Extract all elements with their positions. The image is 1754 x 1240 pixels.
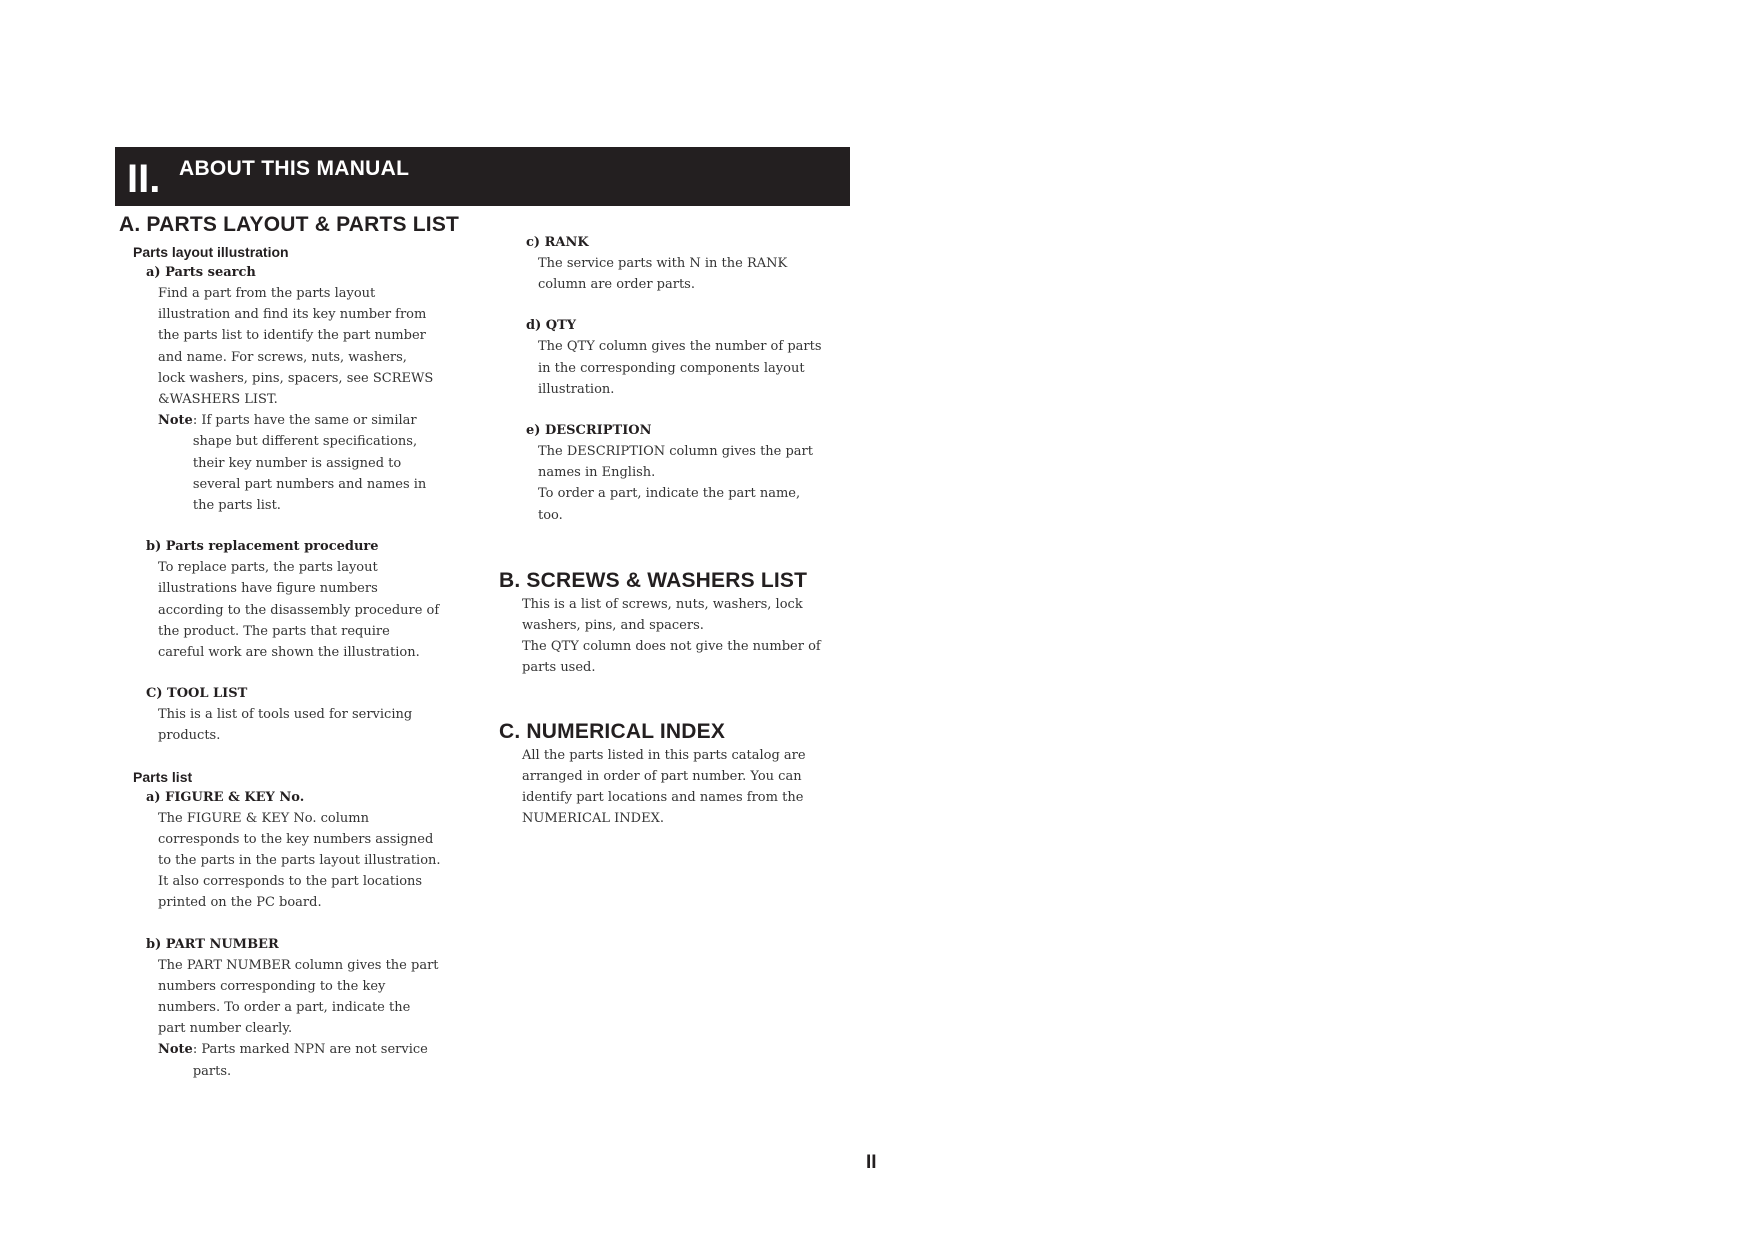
page-number: II [866, 1152, 877, 1173]
note-label: Note [158, 413, 193, 429]
right-column [499, 232, 859, 829]
tool-list-body: This is a list of tools used for servicing products. [158, 707, 413, 744]
figure-key-heading: a) FIGURE & KEY No. [146, 789, 305, 805]
note-body: : If parts have the same or similar shape but different specifications, their key number is assigned to several part numbers and names in the parts list. [192, 413, 427, 514]
parts-search-note [158, 410, 479, 516]
chapter-title: ABOUT THIS MANUAL [179, 157, 410, 180]
chapter-banner [115, 147, 850, 206]
section-b-body: This is a list of screws, nuts, washers, lock washers, pins, and spacers. The QTY column does not give the number of parts used. [522, 596, 821, 676]
note-label: Note [158, 1042, 193, 1058]
section-b-title: B. SCREWS & WASHERS LIST [499, 568, 808, 592]
description-body: The DESCRIPTION column gives the part names in English. To order a part, indicate the part name, too. [538, 444, 813, 523]
tool-list-heading: C) TOOL LIST [146, 686, 248, 702]
rank-body: The service parts with N in the RANK column are order parts. [538, 256, 788, 293]
qty-body: The QTY column gives the number of parts in the corresponding components layout illustration. [538, 339, 822, 397]
rank-heading: c) RANK [526, 235, 589, 250]
parts-search-heading: a) Parts search [146, 265, 256, 280]
qty-heading: d) QTY [526, 318, 577, 334]
replacement-heading: b) Parts replacement procedure [146, 539, 379, 555]
part-number-note [158, 1039, 479, 1081]
section-c-title: C. NUMERICAL INDEX [499, 719, 726, 743]
layout-illustration-heading: Parts layout illustration [133, 244, 289, 260]
replacement-body: To replace parts, the parts layout illustrations have figure numbers according to the disassembly procedure of the product. The parts that require careful work are shown the illustration. [158, 560, 440, 661]
part-number-body: The PART NUMBER column gives the part numbers corresponding to the key numbers. To order a part, indicate the part number clearly. [158, 957, 439, 1037]
parts-list-heading: Parts list [133, 768, 193, 785]
part-number-heading: b) PART NUMBER [146, 936, 279, 952]
left-column [119, 212, 479, 1082]
figure-key-body: The FIGURE & KEY No. column corresponds to the key numbers assigned to the parts in the parts layout illustration. It also corresponds to the part locations printed on the PC board. [158, 810, 441, 911]
section-a-title: A. PARTS LAYOUT & PARTS LIST [119, 213, 460, 236]
chapter-numeral: II. [127, 157, 161, 201]
description-heading: e) DESCRIPTION [526, 423, 652, 439]
parts-search-body: Find a part from the parts layout illustration and find its key number from the parts list to identify the part number and name. For screws, nuts, washers, lock washers, pins, spacers, see SCREWS &WASHERS LIST. [158, 286, 434, 408]
note-body: : Parts marked NPN are not service parts. [192, 1042, 428, 1079]
section-c-body: All the parts listed in this parts catalog are arranged in order of part number. You can identify part locations and names from the NUMERICAL INDEX. [522, 747, 806, 827]
